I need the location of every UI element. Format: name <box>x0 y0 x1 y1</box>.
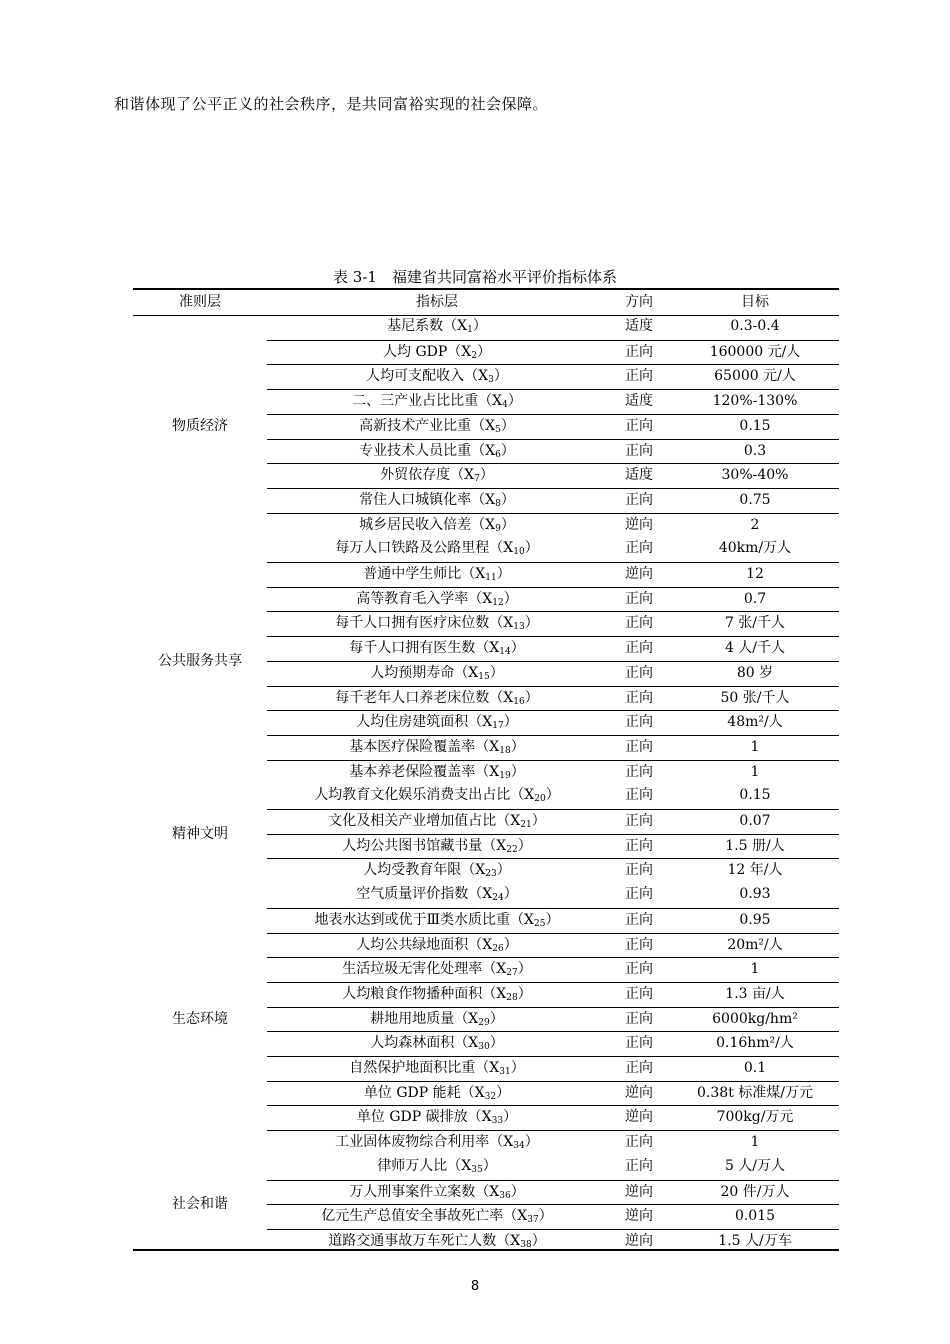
table-row <box>267 1130 839 1156</box>
indicator-name: 基本医疗保险覆盖率 <box>349 738 476 755</box>
direction-cell: 正向 <box>625 1060 653 1076</box>
criterion-divider <box>133 315 267 316</box>
indicator-index: 38 <box>520 1239 532 1250</box>
table-row <box>267 1229 839 1255</box>
direction-cell: 逆向 <box>625 1183 653 1200</box>
target-cell: 20m²/人 <box>727 936 783 953</box>
table-row <box>267 1204 839 1230</box>
indicator-name: 人均 GDP <box>383 343 448 360</box>
indicator-name: 普通中学生师比 <box>363 566 462 582</box>
direction-cell: 逆向 <box>625 1232 653 1249</box>
table-row <box>267 364 839 390</box>
indicator-cell: 基尼系数$(X_1)$ <box>387 318 487 335</box>
direction-cell: 适度 <box>625 318 653 334</box>
indicator-cell: 每千人口拥有医疗床位数$(X_{13})$ <box>335 615 539 633</box>
direction-cell: 正向 <box>625 640 653 657</box>
indicator-cell: 二、三产业占比比重$(X_4)$ <box>352 393 522 411</box>
target-cell: 12 <box>746 566 764 582</box>
target-cell: 700kg/万元 <box>716 1109 794 1126</box>
table-row <box>267 389 839 415</box>
direction-cell: 逆向 <box>625 1109 653 1126</box>
target-cell: 1.3 亩/人 <box>725 985 785 1002</box>
indicator-cell: 外贸依存度$(X_7)$ <box>380 467 494 485</box>
direction-cell: 正向 <box>625 985 653 1002</box>
target-cell: 5 人/万人 <box>724 1157 786 1174</box>
indicator-name: 基尼系数 <box>387 318 444 334</box>
table-row <box>267 710 839 736</box>
indicator-name: 律师万人比 <box>377 1157 448 1174</box>
indicator-index: 13 <box>513 622 525 633</box>
direction-cell: 逆向 <box>625 566 653 582</box>
target-cell: 80 岁 <box>736 664 774 681</box>
criterion-label: 社会和谐 <box>172 1196 228 1213</box>
indicator-index: 20 <box>534 794 546 805</box>
table-row <box>267 858 839 884</box>
indicator-index: 4 <box>502 400 508 411</box>
direction-cell: 正向 <box>625 961 653 978</box>
direction-cell: 正向 <box>625 911 653 928</box>
target-cell: 1.5 册/人 <box>725 837 785 854</box>
indicator-index: 21 <box>520 820 532 830</box>
target-cell: 0.3-0.4 <box>730 318 780 334</box>
indicator-name: 每千人口拥有医疗床位数 <box>335 615 490 632</box>
indicator-index: 30 <box>478 1042 490 1053</box>
table-row <box>267 982 839 1008</box>
indicator-cell: 人均 $GDP(X_2)$ <box>383 343 491 361</box>
header-target: 目标 <box>741 294 769 310</box>
indicator-name: 二、三产业占比比重 <box>352 393 479 410</box>
direction-cell: 正向 <box>625 442 653 459</box>
target-cell: 0.015 <box>734 1208 776 1225</box>
table-row <box>267 957 839 983</box>
indicator-index: 28 <box>506 992 518 1003</box>
indicator-index: 1 <box>467 325 473 335</box>
direction-cell: 正向 <box>625 540 653 557</box>
target-cell: 0.95 <box>739 911 771 928</box>
direction-cell: 正向 <box>625 615 653 632</box>
indicator-index: 7 <box>474 474 480 485</box>
indicator-cell: 人均预期寿命$(X_{15})$ <box>370 664 504 682</box>
direction-cell: 适度 <box>625 467 653 484</box>
direction-cell: 正向 <box>625 491 653 508</box>
criterion-label: 公共服务共享 <box>158 652 242 669</box>
indicator-cell: 专业技术人员比重$(X_6)$ <box>359 442 515 460</box>
indicator-cell: 道路交通事故万车死亡人数$(X_{38})$ <box>328 1232 546 1250</box>
indicator-name: 人均可支配收入 <box>366 368 465 385</box>
indicator-cell: 工业固体废物综合利用率$(X_{34})$ <box>335 1134 539 1152</box>
target-cell: 50 张/千人 <box>720 689 790 706</box>
indicator-name: 生活垃圾无害化处理率 <box>342 961 483 978</box>
table-row <box>267 315 839 340</box>
indicator-name: 文化及相关产业增加值占比 <box>328 813 497 829</box>
target-cell: 7 张/千人 <box>724 615 786 632</box>
table-row <box>267 1007 839 1033</box>
target-cell: 6000kg/hm² <box>712 1010 798 1027</box>
indicator-cell: 常住人口城镇化率$(X_8)$ <box>359 491 515 509</box>
indicator-name: 高新技术产业比重 <box>359 417 472 434</box>
indicator-name: 专业技术人员比重 <box>359 442 472 459</box>
indicator-name: 每万人口铁路及公路里程 <box>335 540 490 557</box>
table-row <box>267 587 839 613</box>
indicator-index: 17 <box>492 721 504 732</box>
indicator-name: 耕地用地质量 <box>370 1010 455 1027</box>
indicator-name: 高等教育毛入学率 <box>356 590 469 607</box>
indicator-name: 万人刑事案件立案数 <box>349 1183 476 1200</box>
direction-cell: 正向 <box>625 343 653 360</box>
direction-cell: 正向 <box>625 1157 653 1174</box>
target-cell: 0.16hm²/人 <box>716 1035 794 1052</box>
indicator-index: 8 <box>495 498 501 509</box>
indicator-index: 15 <box>478 671 490 682</box>
indicator-cell: 生活垃圾无害化处理率$(X_{27})$ <box>342 961 532 979</box>
target-cell: 40km/万人 <box>718 540 792 557</box>
indicator-index: 26 <box>492 943 504 954</box>
indicator-name: 每千老年人口养老床位数 <box>335 689 490 706</box>
indicator-name: 空气质量评价指数 <box>356 886 469 903</box>
table-row <box>267 414 839 440</box>
header-criterion: 准则层 <box>179 294 221 310</box>
direction-cell: 适度 <box>625 393 653 410</box>
indicator-name: 人均粮食作物播种面积 <box>342 985 483 1002</box>
indicator-cell: 耕地用地质量$(X_{29})$ <box>370 1010 504 1028</box>
table-row <box>267 1155 839 1180</box>
indicator-index: 14 <box>499 647 511 658</box>
indicator-name: 人均住房建筑面积 <box>356 714 469 731</box>
target-cell: 1 <box>750 961 760 978</box>
target-cell: 0.38t 标准煤/万元 <box>697 1084 813 1101</box>
table-row <box>267 1031 839 1057</box>
indicator-cell: 高等教育毛入学率$(X_{12})$ <box>356 590 518 608</box>
direction-cell: 正向 <box>625 1035 653 1052</box>
indicator-cell: 自然保护地面积比重$(X_{31})$ <box>349 1060 525 1077</box>
direction-cell: 正向 <box>625 787 653 804</box>
indicator-name: 单位 GDP 能耗 <box>363 1084 461 1101</box>
direction-cell: 正向 <box>625 1010 653 1027</box>
indicator-name: 每千人口拥有医生数 <box>349 640 476 657</box>
indicator-name: 亿元生产总值安全事故死亡率 <box>321 1208 504 1225</box>
target-cell: 1.5 人/万车 <box>718 1232 792 1249</box>
table-row <box>267 513 839 539</box>
indicator-name: 城乡居民收入倍差 <box>359 516 472 533</box>
indicator-index: 5 <box>495 424 501 435</box>
indicator-index: 25 <box>534 918 546 929</box>
direction-cell: 正向 <box>625 763 653 780</box>
indicator-cell: 人均受教育年限$(X_{23})$ <box>363 862 511 880</box>
indicator-index: 11 <box>485 573 497 583</box>
indicator-index: 18 <box>499 745 511 756</box>
header-direction: 方向 <box>625 294 653 310</box>
table-row <box>267 636 839 662</box>
indicator-name: 常住人口城镇化率 <box>359 491 472 508</box>
target-cell: 120%-130% <box>712 393 798 410</box>
table-row <box>267 883 839 908</box>
indicator-index: 27 <box>506 968 518 979</box>
indicator-index: 2 <box>471 350 477 361</box>
direction-cell: 正向 <box>625 714 653 731</box>
target-cell: 1 <box>750 738 760 755</box>
direction-cell: 正向 <box>625 886 653 903</box>
table-row <box>267 760 839 786</box>
indicator-cell: 人均公共绿地面积$(X_{26})$ <box>356 936 518 954</box>
indicator-cell: 亿元生产总值安全事故死亡率$(X_{37})$ <box>321 1208 553 1226</box>
indicator-cell: 人均公共图书馆藏书量$(X_{22})$ <box>342 837 532 855</box>
criterion-label: 生态环境 <box>172 1010 228 1027</box>
table-row <box>267 1180 839 1206</box>
indicator-cell: 普通中学生师比$(X_{11})$ <box>363 566 511 583</box>
indicator-cell: 每万人口铁路及公路里程$(X_{10})$ <box>335 540 539 558</box>
indicator-cell: 万人刑事案件立案数$(X_{36})$ <box>349 1183 525 1201</box>
indicator-index: 24 <box>492 893 504 904</box>
indicator-name: 人均预期寿命 <box>370 664 455 681</box>
indicator-table <box>133 288 839 1251</box>
table-row <box>267 834 839 860</box>
direction-cell: 正向 <box>625 813 653 829</box>
table-row <box>267 908 839 934</box>
indicator-cell: 律师万人比$(X_{35})$ <box>377 1157 497 1175</box>
direction-cell: 逆向 <box>625 1208 653 1225</box>
target-cell: 48m²/人 <box>727 714 783 731</box>
indicator-index: 37 <box>527 1215 539 1226</box>
target-cell: 160000 元/人 <box>709 343 801 360</box>
target-cell: 30%-40% <box>721 467 789 484</box>
indicator-index: 12 <box>492 597 504 608</box>
body-paragraph: 和谐体现了公平正义的社会秩序，是共同富裕实现的社会保障。 <box>114 95 549 113</box>
direction-cell: 正向 <box>625 417 653 434</box>
target-cell: 65000 元/人 <box>714 368 796 385</box>
indicator-index: 31 <box>499 1067 511 1077</box>
indicator-index: 35 <box>471 1164 483 1175</box>
table-row <box>267 562 839 588</box>
indicator-cell: 每千人口拥有医生数$(X_{14})$ <box>349 640 525 658</box>
direction-cell: 正向 <box>625 862 653 879</box>
direction-cell: 正向 <box>625 738 653 755</box>
indicator-name: 人均公共图书馆藏书量 <box>342 837 483 854</box>
target-cell: 2 <box>750 516 760 533</box>
target-cell: 0.15 <box>739 787 771 804</box>
indicator-index: 10 <box>513 547 525 558</box>
direction-cell: 正向 <box>625 936 653 953</box>
indicator-index: 23 <box>485 869 497 880</box>
indicator-index: 32 <box>484 1091 497 1102</box>
direction-cell: 正向 <box>625 590 653 607</box>
indicator-index: 33 <box>491 1116 504 1127</box>
indicator-index: 9 <box>495 523 501 534</box>
indicator-cell: 人均粮食作物播种面积$(X_{28})$ <box>342 985 532 1003</box>
indicator-name: 地表水达到或优于Ⅲ类水质比重 <box>314 911 511 928</box>
indicator-name: 人均森林面积 <box>370 1035 455 1052</box>
indicator-name: 自然保护地面积比重 <box>349 1060 476 1076</box>
indicator-cell: 高新技术产业比重$(X_5)$ <box>359 417 515 435</box>
indicator-index: 29 <box>478 1017 490 1028</box>
indicator-cell: 文化及相关产业增加值占比$(X_{21})$ <box>328 813 546 830</box>
table-caption: 表 3-1 福建省共同富裕水平评价指标体系 <box>333 268 617 286</box>
table-row <box>267 686 839 712</box>
indicator-cell: 单位 GDP 能耗$(X_{32})$ <box>363 1084 511 1102</box>
table-row <box>267 611 839 637</box>
indicator-cell: 地表水达到或优于Ⅲ类水质比重$(X_{25})$ <box>314 911 560 929</box>
indicator-name: 工业固体废物综合利用率 <box>335 1134 490 1151</box>
criterion-label: 物质经济 <box>172 418 228 435</box>
indicator-index: 16 <box>513 696 525 707</box>
direction-cell: 正向 <box>625 689 653 706</box>
indicator-name: 基本养老保险覆盖率 <box>349 763 476 780</box>
indicator-cell: 人均教育文化娱乐消费支出占比$(X_{20})$ <box>314 787 560 805</box>
table-row <box>267 488 839 514</box>
header-indicator: 指标层 <box>416 294 458 310</box>
indicator-name: 人均受教育年限 <box>363 862 462 879</box>
direction-cell: 正向 <box>625 664 653 681</box>
table-row <box>267 933 839 959</box>
target-cell: 1 <box>750 763 760 780</box>
indicator-cell: 城乡居民收入倍差$(X_9)$ <box>359 516 515 534</box>
direction-cell: 正向 <box>625 837 653 854</box>
target-cell: 20 件/万人 <box>720 1183 790 1200</box>
indicator-name: 外贸依存度 <box>380 467 451 484</box>
table-row <box>267 784 839 809</box>
indicator-name: 人均公共绿地面积 <box>356 936 469 953</box>
target-cell: 0.3 <box>743 442 767 459</box>
indicator-cell: 基本养老保险覆盖率$(X_{19})$ <box>349 763 525 781</box>
target-cell: 0.15 <box>739 417 771 434</box>
indicator-index: 22 <box>506 844 518 855</box>
table-row <box>267 340 839 366</box>
direction-cell: 正向 <box>625 368 653 385</box>
indicator-index: 6 <box>495 449 501 460</box>
table-row <box>267 1056 839 1082</box>
table-row <box>267 463 839 489</box>
table-row <box>267 439 839 465</box>
table-row <box>267 1105 839 1131</box>
indicator-cell: 空气质量评价指数$(X_{24})$ <box>356 886 518 904</box>
indicator-cell: 每千老年人口养老床位数$(X_{16})$ <box>335 689 539 707</box>
table-row <box>267 661 839 687</box>
target-cell: 0.07 <box>739 813 771 829</box>
indicator-index: 3 <box>488 375 494 386</box>
direction-cell: 正向 <box>625 1134 653 1151</box>
target-cell: 12 年/人 <box>727 862 783 879</box>
indicator-index: 34 <box>513 1141 525 1152</box>
direction-cell: 逆向 <box>625 1084 653 1101</box>
direction-cell: 逆向 <box>625 516 653 533</box>
indicator-index: 19 <box>499 770 511 781</box>
table-row <box>267 809 839 835</box>
table-header-row <box>133 290 839 316</box>
indicator-cell: 人均可支配收入$(X_3)$ <box>366 368 508 386</box>
target-cell: 0.93 <box>739 886 771 903</box>
indicator-cell: 基本医疗保险覆盖率$(X_{18})$ <box>349 738 525 756</box>
target-cell: 0.1 <box>743 1060 767 1076</box>
target-cell: 0.7 <box>743 590 767 607</box>
table-row <box>267 1081 839 1107</box>
target-cell: 0.75 <box>739 491 771 508</box>
indicator-name: 单位 GDP 碳排放 <box>356 1109 468 1126</box>
indicator-index: 36 <box>499 1190 511 1201</box>
criterion-label: 精神文明 <box>172 825 228 842</box>
table-row <box>267 537 839 562</box>
indicator-cell: 单位 GDP 碳排放$(X_{33})$ <box>356 1109 518 1127</box>
target-cell: 4 人/千人 <box>724 640 786 657</box>
indicator-name: 人均教育文化娱乐消费支出占比 <box>314 787 511 804</box>
indicator-name: 道路交通事故万车死亡人数 <box>328 1232 497 1249</box>
indicator-cell: 人均森林面积$(X_{30})$ <box>370 1035 504 1053</box>
indicator-cell: 人均住房建筑面积$(X_{17})$ <box>356 714 518 732</box>
page-number: 8 <box>470 1279 480 1294</box>
target-cell: 1 <box>750 1134 760 1151</box>
table-row <box>267 735 839 761</box>
